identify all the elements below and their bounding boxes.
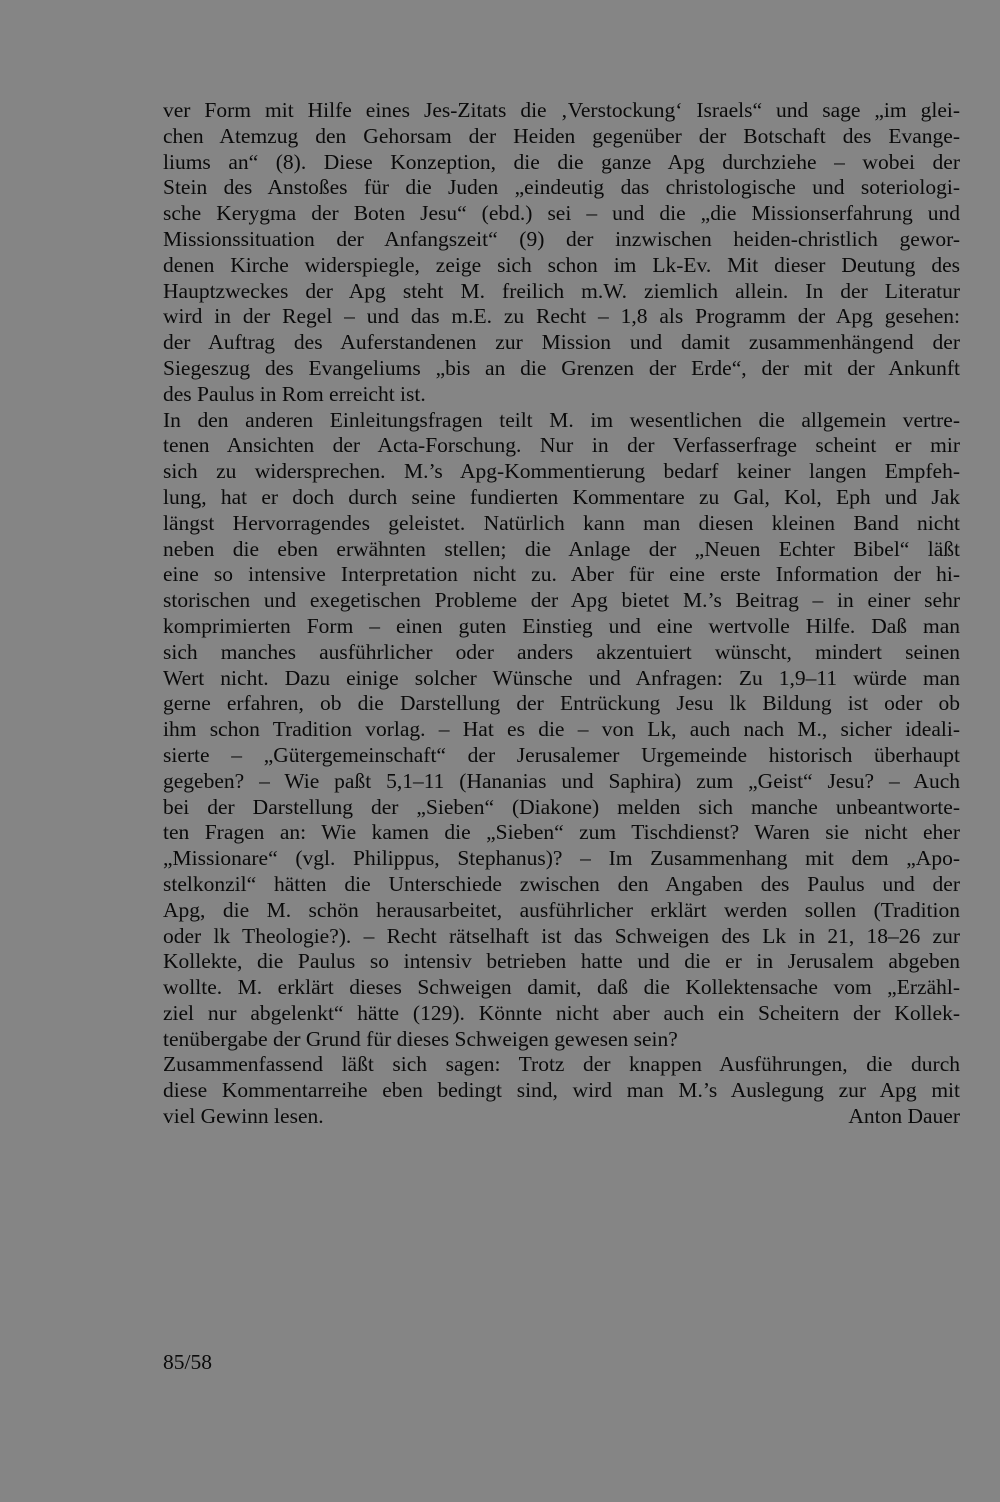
text-line: sche Kerygma der Boten Jesu“ (ebd.) sei – und die „die Missionserfahrung und [163,201,960,226]
text-line: wollte. M. erklärt dieses Schweigen damit, daß die Kollektensache vom „Erzähl- [163,975,960,1000]
text-line: bei der Darstellung der „Sieben“ (Diakone) melden sich manche unbeantworte- [163,794,960,819]
page-number: 85/58 [163,1350,212,1374]
text-line: Apg, die M. schön herausarbeitet, ausführlicher erklärt werden sollen (Tradition [163,897,960,922]
text-line: sich manches ausführlicher oder anders akzentuiert wünscht, mindert seinen [163,639,960,664]
paragraph-3 [163,1052,960,1129]
text-line: gegeben? – Wie paßt 5,1–11 (Hananias und Saphira) zum „Geist“ Jesu? – Auch [163,768,960,793]
text-line: Stein des Anstoßes für die Juden „eindeutig das christologische und soteriologi- [163,175,960,200]
author-signature: Anton Dauer [848,1104,960,1129]
closing-line [163,1104,960,1130]
text-line: längst Hervorragendes geleistet. Natürlich kann man diesen kleinen Band nicht [163,510,960,535]
text-line: Siegeszug des Evangeliums „bis an die Grenzen der Erde“, der mit der Ankunft [163,355,960,380]
text-line: ziel nur abgelenkt“ hätte (129). Könnte nicht aber auch ein Scheitern der Kollek- [163,1000,960,1025]
text-line: „Missionare“ (vgl. Philippus, Stephanus)? – Im Zusammenhang mit dem „Apo- [163,846,960,871]
text-line: sierte – „Gütergemeinschaft“ der Jerusalemer Urgemeinde historisch überhaupt [163,742,960,767]
closing-text: viel Gewinn lesen. [163,1104,324,1129]
review-text [163,98,960,1130]
text-line: Zusammenfassend läßt sich sagen: Trotz der knappen Ausführungen, die durch [163,1052,960,1077]
text-line: wird in der Regel – und das m.E. zu Recht – 1,8 als Programm der Apg gesehen: [163,304,960,329]
paragraph-2 [163,408,960,1053]
text-line: denen Kirche widerspiegle, zeige sich schon im Lk-Ev. Mit dieser Deutung des [163,252,960,277]
text-line: Hauptzweckes der Apg steht M. freilich m.W. ziemlich allein. In der Literatur [163,278,960,303]
text-line: chen Atemzug den Gehorsam der Heiden gegenüber der Botschaft des Evange- [163,123,960,148]
text-line: stelkonzil“ hätten die Unterschiede zwischen den Angaben des Paulus und der [163,871,960,896]
text-line: Missionssituation der Anfangszeit“ (9) der inzwischen heiden-christlich gewor- [163,226,960,251]
text-line: Wert nicht. Dazu einige solcher Wünsche und Anfragen: Zu 1,9–11 würde man [163,665,960,690]
text-line: oder lk Theologie?). – Recht rätselhaft ist das Schweigen des Lk in 21, 18–26 zur [163,923,960,948]
text-line: sich zu widersprechen. M.’s Apg-Kommentierung bedarf keiner langen Empfeh- [163,459,960,484]
text-line: diese Kommentarreihe eben bedingt sind, wird man M.’s Auslegung zur Apg mit [163,1078,960,1103]
text-line: des Paulus in Rom erreicht ist. [163,381,426,406]
text-line: eine so intensive Interpretation nicht zu. Aber für eine erste Information der hi- [163,562,960,587]
text-line: ten Fragen an: Wie kamen die „Sieben“ zum Tischdienst? Waren sie nicht eher [163,820,960,845]
paragraph-1 [163,98,960,408]
text-line: neben die eben erwähnten stellen; die Anlage der „Neuen Echter Bibel“ läßt [163,536,960,561]
text-line: ver Form mit Hilfe eines Jes-Zitats die ‚Verstockung‘ Israels“ und sage „im glei- [163,98,960,122]
text-line: tenübergabe der Grund für dieses Schweigen gewesen sein? [163,1026,678,1051]
text-line: storischen und exegetischen Probleme der Apg bietet M.’s Beitrag – in einer sehr [163,588,960,613]
text-line: lung, hat er doch durch seine fundierten Kommentare zu Gal, Kol, Eph und Jak [163,484,960,509]
text-line: ihm schon Tradition vorlag. – Hat es die – von Lk, auch nach M., sicher ideali- [163,717,960,742]
text-line: tenen Ansichten der Acta-Forschung. Nur in der Verfasserfrage scheint er mir [163,433,960,458]
text-line: komprimierten Form – einen guten Einstieg und eine wertvolle Hilfe. Daß man [163,613,960,638]
text-line: Kollekte, die Paulus so intensiv betrieben hatte und die er in Jerusalem abgeben [163,949,960,974]
text-line: liums an“ (8). Diese Konzeption, die die ganze Apg durchziehe – wobei der [163,149,960,174]
text-line: gerne erfahren, ob die Darstellung der Entrückung Jesu lk Bildung ist oder ob [163,691,960,716]
text-line: In den anderen Einleitungsfragen teilt M. im wesentlichen die allgemein vertre- [163,407,960,432]
text-line: der Auftrag des Auferstandenen zur Mission und damit zusammenhängend der [163,330,960,355]
